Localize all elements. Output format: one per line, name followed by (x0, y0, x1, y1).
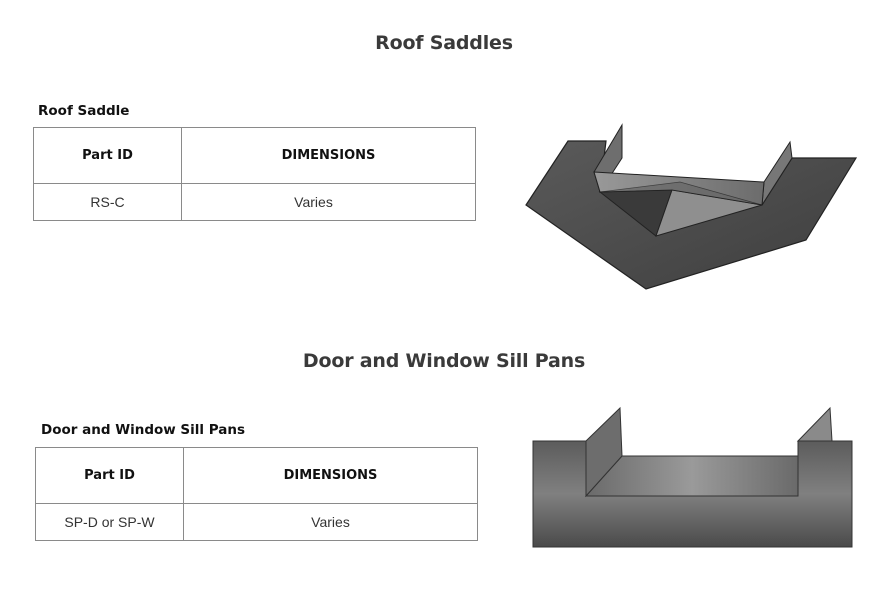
column-header-dimensions: DIMENSIONS (182, 128, 476, 184)
table-header-row (34, 128, 476, 184)
table-header-row (36, 448, 478, 504)
roof-saddle-table (33, 127, 476, 221)
section-heading-roof-saddles: Roof Saddles (375, 32, 513, 54)
sill-pan-illustration (530, 405, 855, 550)
cell-part-id: RS-C (34, 184, 182, 221)
column-header-part-id: Part ID (36, 448, 184, 504)
column-header-part-id: Part ID (34, 128, 182, 184)
roof-saddle-illustration (520, 120, 860, 295)
column-header-dimensions: DIMENSIONS (184, 448, 478, 504)
sill-pans-table (35, 447, 478, 541)
table-title-roof-saddle: Roof Saddle (38, 103, 130, 119)
table-title-sill-pans: Door and Window Sill Pans (41, 422, 246, 438)
cell-dimensions: Varies (184, 504, 478, 541)
section-heading-sill-pans: Door and Window Sill Pans (302, 350, 586, 372)
cell-dimensions: Varies (182, 184, 476, 221)
table-row (36, 504, 478, 541)
table-row (34, 184, 476, 221)
cell-part-id: SP-D or SP-W (36, 504, 184, 541)
